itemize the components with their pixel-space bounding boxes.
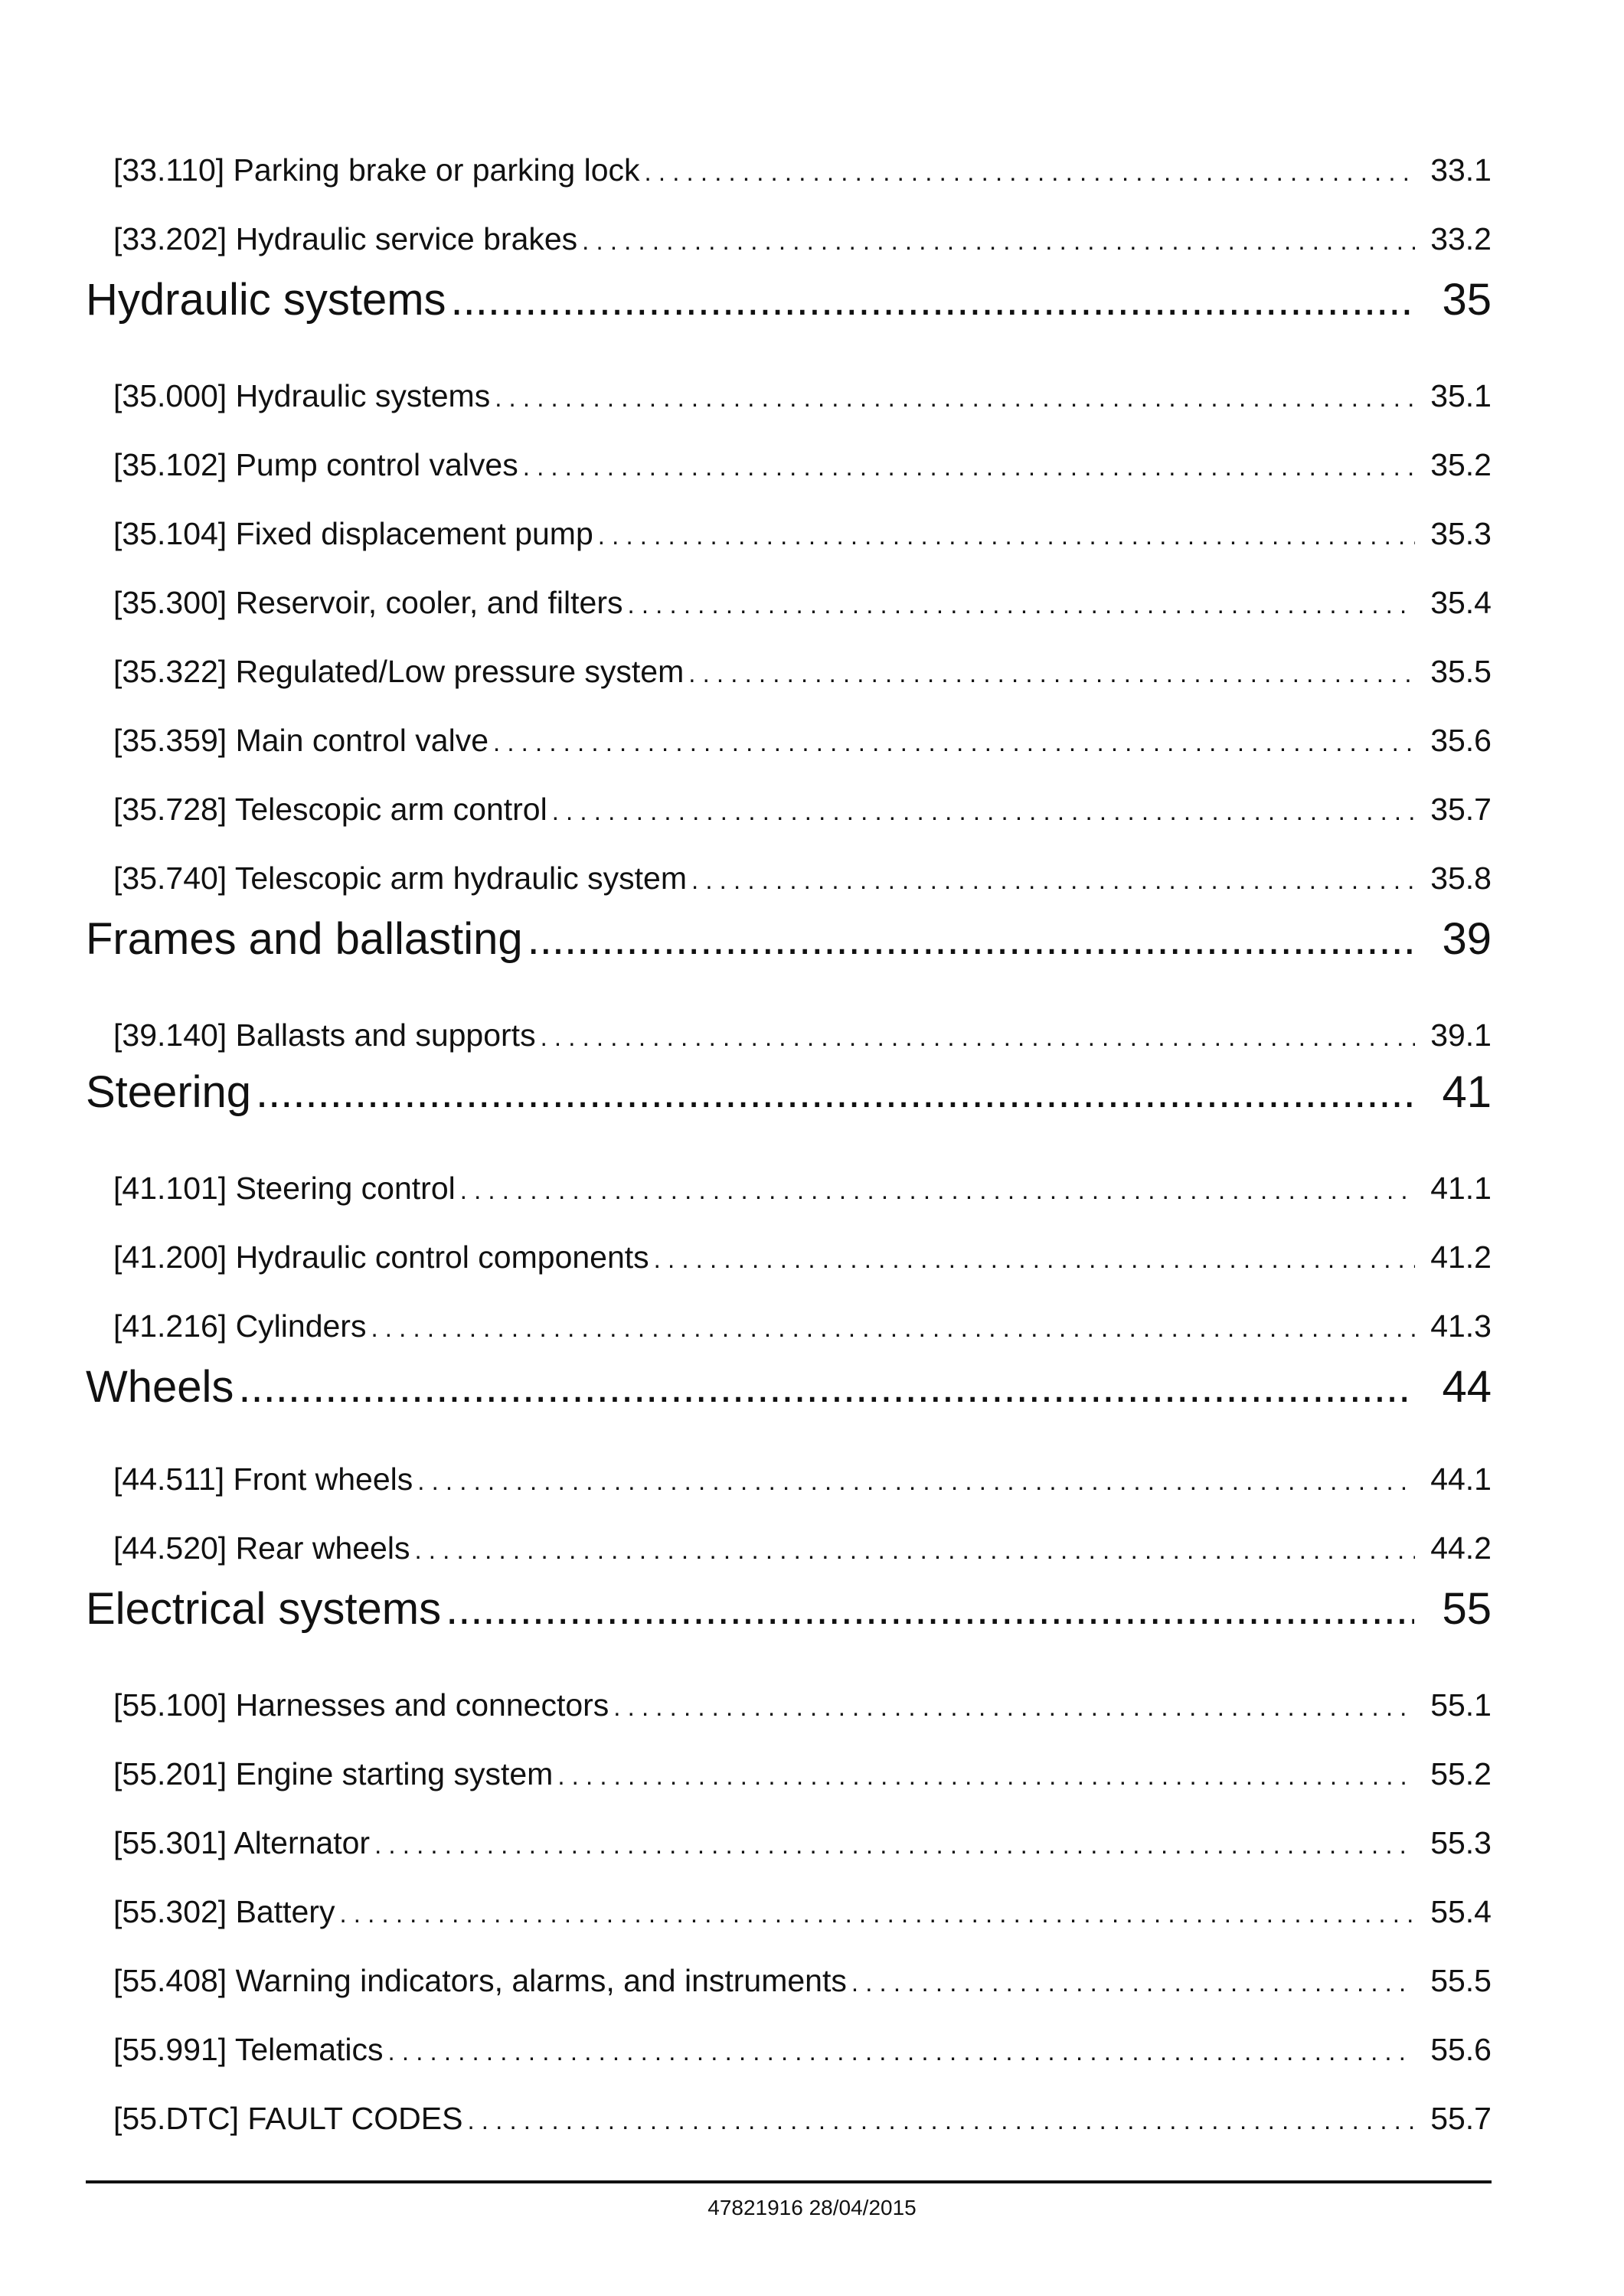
toc-entry-page-number: 35.8 bbox=[1430, 861, 1492, 896]
toc-entry-page-number: 35 bbox=[1442, 275, 1492, 325]
toc-entry-page-number: 35.7 bbox=[1430, 792, 1492, 827]
toc-entry-title: [35.102] Pump control valves bbox=[113, 447, 518, 482]
dot-leader bbox=[851, 1963, 1415, 1999]
dot-leader bbox=[446, 1583, 1414, 1635]
toc-entry-page-number: 55.2 bbox=[1430, 1756, 1492, 1791]
toc-entry-title: [33.110] Parking brake or parking lock bbox=[113, 152, 640, 188]
toc-entry-title: [44.511] Front wheels bbox=[113, 1462, 413, 1497]
toc-entry-title: Electrical systems bbox=[86, 1584, 442, 1634]
toc-entry-title: [55.991] Telematics bbox=[113, 2032, 384, 2067]
toc-entry[interactable] bbox=[113, 1530, 1492, 1566]
dot-leader bbox=[627, 585, 1415, 621]
toc-entry-page-number: 44.1 bbox=[1430, 1462, 1492, 1497]
toc-entry-page-number: 55.6 bbox=[1430, 2032, 1492, 2067]
dot-leader bbox=[691, 861, 1415, 897]
toc-entry-title: [33.202] Hydraulic service brakes bbox=[113, 221, 578, 256]
dot-leader bbox=[557, 1756, 1415, 1792]
toc-entry-title: [35.728] Telescopic arm control bbox=[113, 792, 547, 827]
dot-leader bbox=[645, 152, 1416, 188]
toc-entry-page-number: 35.6 bbox=[1430, 723, 1492, 758]
toc-entry-page-number: 55.7 bbox=[1430, 2101, 1492, 2136]
toc-entry[interactable] bbox=[113, 1756, 1492, 1792]
dot-leader bbox=[552, 792, 1415, 828]
dot-leader bbox=[541, 1017, 1416, 1053]
toc-entry-page-number: 33.1 bbox=[1430, 152, 1492, 188]
toc-entry[interactable] bbox=[113, 1963, 1492, 1999]
toc-entry-title: [35.300] Reservoir, cooler, and filters bbox=[113, 585, 623, 620]
toc-entry-page-number: 39 bbox=[1442, 914, 1492, 964]
toc-entry-title: [55.DTC] FAULT CODES bbox=[113, 2101, 463, 2136]
toc-entry-title: [35.104] Fixed displacement pump bbox=[113, 516, 593, 551]
toc-entry-title: [35.740] Telescopic arm hydraulic system bbox=[113, 861, 687, 896]
toc-entry-page-number: 41.2 bbox=[1430, 1239, 1492, 1275]
toc-entry[interactable] bbox=[113, 1239, 1492, 1275]
toc-entry[interactable] bbox=[113, 1171, 1492, 1207]
toc-entry-title: [55.408] Warning indicators, alarms, and instruments bbox=[113, 1963, 847, 1998]
toc-entry-title: [35.322] Regulated/Low pressure system bbox=[113, 654, 685, 689]
toc-entry[interactable] bbox=[113, 1462, 1492, 1497]
dot-leader bbox=[467, 2101, 1415, 2137]
toc-entry[interactable] bbox=[113, 378, 1492, 414]
toc-entry[interactable] bbox=[113, 1894, 1492, 1930]
toc-entry-page-number: 44 bbox=[1442, 1362, 1492, 1412]
toc-entry-page-number: 55 bbox=[1442, 1584, 1492, 1634]
toc-entry-title: [55.201] Engine starting system bbox=[113, 1756, 554, 1791]
toc-entry[interactable] bbox=[113, 2032, 1492, 2068]
toc-entry[interactable] bbox=[113, 152, 1492, 188]
toc-entry-page-number: 55.1 bbox=[1430, 1687, 1492, 1723]
toc-section-entry[interactable] bbox=[86, 913, 1492, 965]
dot-leader bbox=[460, 1171, 1415, 1207]
toc-entry-page-number: 35.1 bbox=[1430, 378, 1492, 413]
toc-entry-page-number: 35.4 bbox=[1430, 585, 1492, 620]
dot-leader bbox=[688, 654, 1415, 690]
toc-entry-page-number: 55.5 bbox=[1430, 1963, 1492, 1998]
toc-entry-title: Steering bbox=[86, 1067, 252, 1117]
dot-leader bbox=[495, 378, 1415, 414]
toc-entry-title: [55.302] Battery bbox=[113, 1894, 335, 1929]
toc-section-entry[interactable] bbox=[86, 1066, 1492, 1118]
toc-entry[interactable] bbox=[113, 2101, 1492, 2137]
toc-entry[interactable] bbox=[113, 585, 1492, 621]
toc-entry-page-number: 35.3 bbox=[1430, 516, 1492, 551]
toc-entry-title: [35.359] Main control valve bbox=[113, 723, 489, 758]
dot-leader bbox=[613, 1687, 1415, 1723]
toc-entry-title: [35.000] Hydraulic systems bbox=[113, 378, 491, 413]
dot-leader bbox=[256, 1066, 1414, 1118]
toc-entry[interactable] bbox=[113, 723, 1492, 759]
dot-leader bbox=[528, 913, 1415, 965]
dot-leader bbox=[654, 1239, 1416, 1275]
toc-entry[interactable] bbox=[113, 792, 1492, 828]
toc-entry-title: [44.520] Rear wheels bbox=[113, 1530, 410, 1566]
footer-document-id: 47821916 28/04/2015 bbox=[707, 2196, 917, 2219]
dot-leader bbox=[451, 274, 1415, 325]
toc-entry-page-number: 35.2 bbox=[1430, 447, 1492, 482]
toc-entry-title: [39.140] Ballasts and supports bbox=[113, 1017, 536, 1053]
toc-entry-title: [41.200] Hydraulic control components bbox=[113, 1239, 649, 1275]
toc-entry-page-number: 39.1 bbox=[1430, 1017, 1492, 1053]
toc-entry-page-number: 55.4 bbox=[1430, 1894, 1492, 1929]
toc-entry-title: Hydraulic systems bbox=[86, 275, 446, 325]
dot-leader bbox=[523, 447, 1415, 483]
toc-entry[interactable] bbox=[113, 1308, 1492, 1344]
toc-entry-page-number: 35.5 bbox=[1430, 654, 1492, 689]
dot-leader bbox=[414, 1530, 1415, 1566]
dot-leader bbox=[374, 1825, 1415, 1861]
dot-leader bbox=[582, 221, 1415, 257]
toc-entry-title: [55.301] Alternator bbox=[113, 1825, 371, 1860]
dot-leader bbox=[388, 2032, 1416, 2068]
toc-section-entry[interactable] bbox=[86, 274, 1492, 325]
footer-divider bbox=[86, 2180, 1492, 2183]
toc-entry-page-number: 41 bbox=[1442, 1067, 1492, 1117]
toc-entry[interactable] bbox=[113, 1825, 1492, 1861]
toc-entry[interactable] bbox=[113, 861, 1492, 897]
toc-entry-page-number: 55.3 bbox=[1430, 1825, 1492, 1860]
dot-leader bbox=[493, 723, 1415, 759]
toc-entry-title: [41.101] Steering control bbox=[113, 1171, 456, 1206]
dot-leader bbox=[339, 1894, 1415, 1930]
dot-leader bbox=[598, 516, 1415, 552]
toc-entry-title: [41.216] Cylinders bbox=[113, 1308, 367, 1344]
dot-leader bbox=[417, 1462, 1415, 1497]
toc-entry[interactable] bbox=[113, 447, 1492, 483]
toc-entry-title: [55.100] Harnesses and connectors bbox=[113, 1687, 609, 1723]
dot-leader bbox=[371, 1308, 1415, 1344]
toc-entry[interactable] bbox=[113, 654, 1492, 690]
toc-entry-page-number: 44.2 bbox=[1430, 1530, 1492, 1566]
toc-entry-page-number: 33.2 bbox=[1430, 221, 1492, 256]
toc-entry-title: Frames and ballasting bbox=[86, 914, 523, 964]
toc-entry[interactable] bbox=[113, 221, 1492, 257]
toc-entry-page-number: 41.3 bbox=[1430, 1308, 1492, 1344]
toc-section-entry[interactable] bbox=[86, 1361, 1492, 1413]
toc-section-entry[interactable] bbox=[86, 1583, 1492, 1635]
toc-entry-page-number: 41.1 bbox=[1430, 1171, 1492, 1206]
toc-entry[interactable] bbox=[113, 1017, 1492, 1053]
toc-entry[interactable] bbox=[113, 1687, 1492, 1723]
toc-entry-title: Wheels bbox=[86, 1362, 234, 1412]
toc-entry[interactable] bbox=[113, 516, 1492, 552]
dot-leader bbox=[238, 1361, 1414, 1413]
